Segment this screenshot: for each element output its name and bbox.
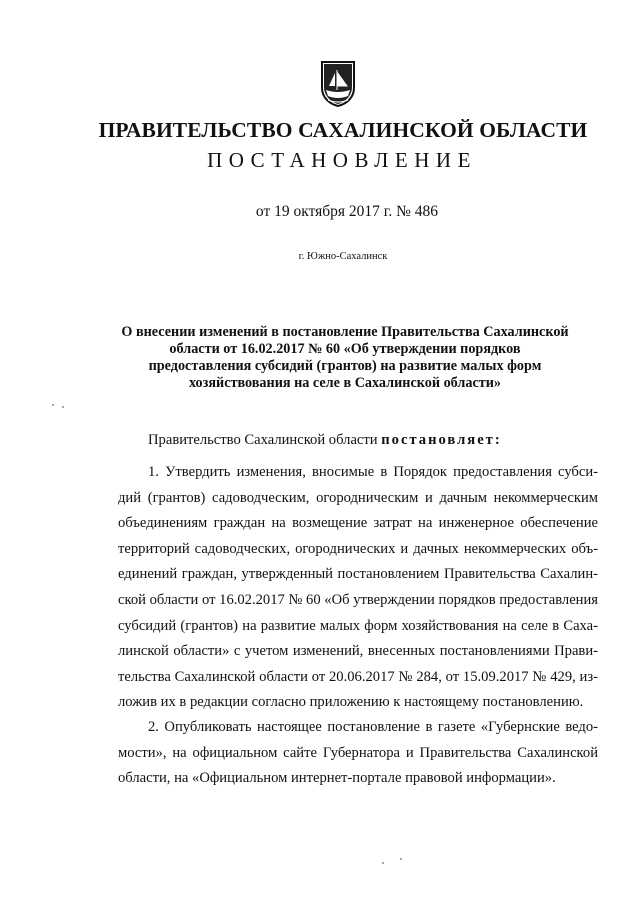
coat-of-arms-icon [320, 60, 356, 108]
subject-line: предоставления субсидий (грантов) на развитие малых форм [148, 358, 542, 374]
document-type: ПОСТАНОВЛЕНИЕ [207, 148, 477, 172]
item-1-line: территорий садоводческих, огороднических и дачных некоммерческих объ- [118, 540, 598, 557]
document-date-number: от 19 октября 2017 г. № 486 [255, 203, 439, 220]
preamble [118, 428, 598, 454]
scan-speck [52, 404, 54, 406]
item-1 [118, 460, 598, 716]
item-1-line: ложив их в редакции согласно приложению к настоящему постановлению. [118, 694, 584, 711]
organization-title: ПРАВИТЕЛЬСТВО САХАЛИНСКОЙ ОБЛАСТИ [98, 118, 588, 142]
subject-line: О внесении изменений в постановление Правительства Сахалинской [121, 324, 569, 340]
item-1-line: объединениям граждан на возмещение затрат на инженерное обеспечение [118, 515, 598, 532]
item-1-line: дий (грантов) садоводческим, огородническим и дачным некоммерческим [118, 489, 598, 506]
item-1-line: линской области» с учетом изменений, внесенных постановлениями Прави- [118, 643, 598, 660]
scan-speck [62, 406, 64, 408]
item-1-line: тельства Сахалинской области от 20.06.2017 № 284, от 15.09.2017 № 429, из- [118, 668, 598, 685]
scan-speck [400, 858, 402, 860]
subject-line: области от 16.02.2017 № 60 «Об утверждении порядков [169, 341, 521, 357]
item-1-line: субсидий (грантов) на развитие малых форм хозяйствования на селе в Саха- [118, 617, 598, 634]
preamble-prefix: Правительство Сахалинской области [148, 432, 382, 448]
item-1-line: ской области от 16.02.2017 № 60 «Об утверждении порядков предоставления [118, 591, 599, 608]
item-2-line: области, на «Официальном интернет-портале правовой информации». [118, 770, 556, 787]
document-subject [100, 324, 590, 392]
subject-line: хозяйствования на селе в Сахалинской области» [189, 375, 501, 391]
item-2 [118, 715, 598, 792]
scan-speck [382, 862, 384, 864]
preamble-keyword: постановляет: [381, 432, 502, 448]
item-1-line: 1. Утвердить изменения, вносимые в Порядок предоставления субси- [148, 464, 598, 480]
item-2-line: 2. Опубликовать настоящее постановление в газете «Губернские ведо- [148, 719, 598, 735]
preamble-line [118, 428, 598, 454]
item-2-line: мости», на официальном сайте Губернатора и Правительства Сахалинской [118, 744, 598, 761]
item-1-line: единений граждан, утвержденный постановлением Правительства Сахалин- [118, 566, 598, 583]
document-city: г. Южно-Сахалинск [298, 251, 388, 262]
